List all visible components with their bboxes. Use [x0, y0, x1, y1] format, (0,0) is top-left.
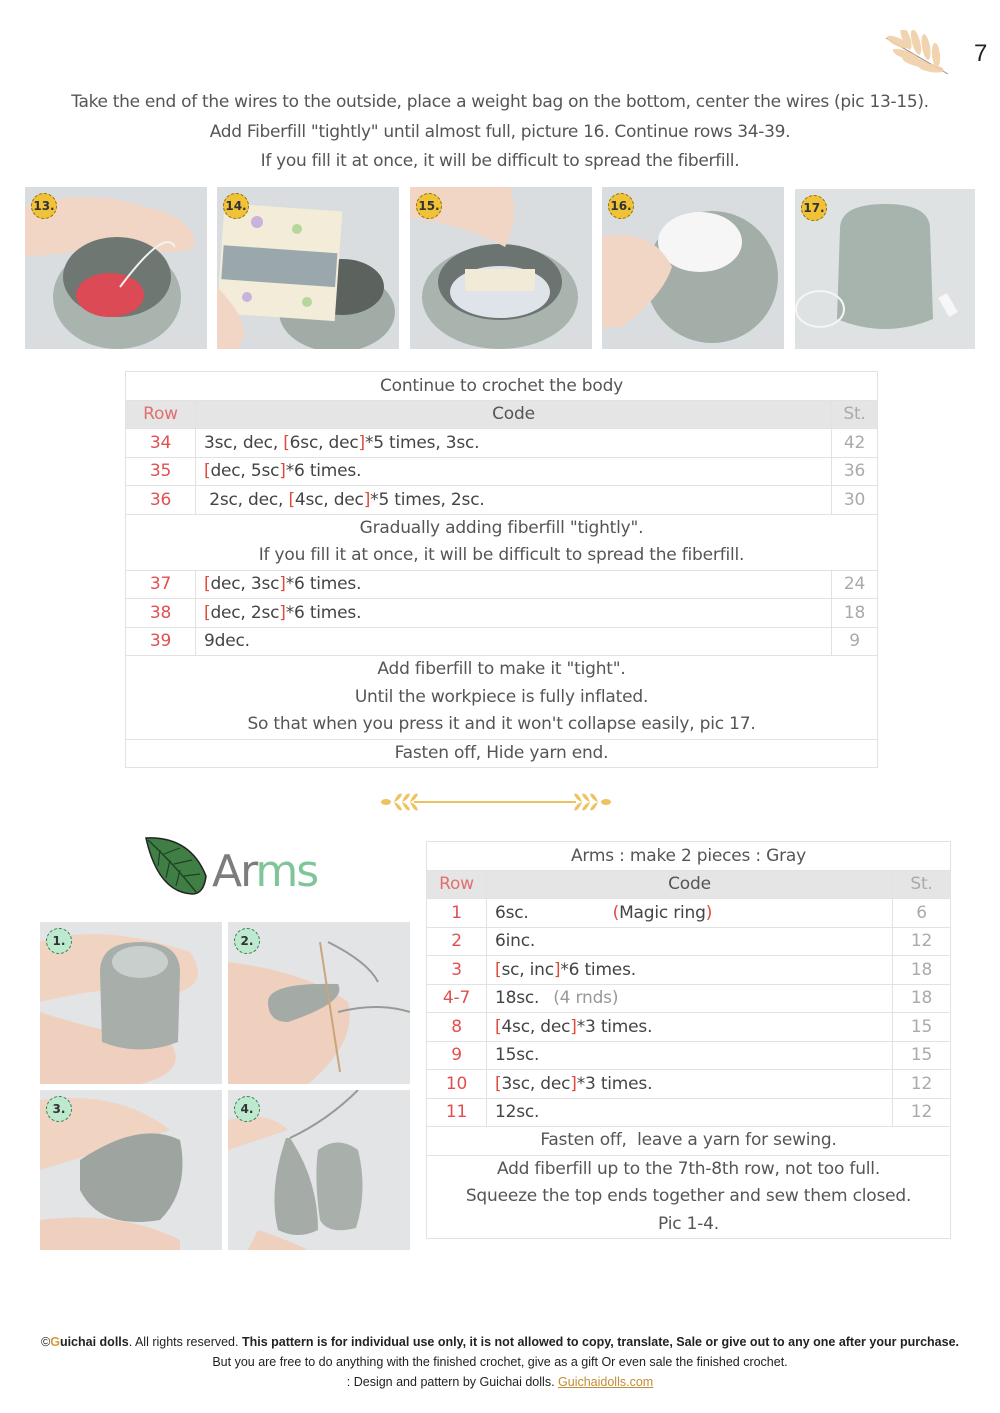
note-line: Add fiberfill to make it "tight".	[377, 659, 626, 679]
table-title-row	[126, 372, 878, 401]
section-title-arms	[212, 846, 317, 897]
rounds-note: (4 rnds)	[553, 988, 619, 1009]
bracket: [	[283, 432, 290, 453]
note-line: If you fill it at once, it will be difficult to spread the fiberfill.	[258, 545, 745, 565]
arms-pattern-table	[426, 841, 951, 1239]
row-number: 2	[427, 927, 487, 956]
bracket: ]	[358, 432, 365, 453]
row-number: 10	[427, 1070, 487, 1099]
bracket: ]	[279, 574, 286, 595]
photo-badge: 16.	[608, 193, 634, 219]
row-code	[487, 956, 893, 985]
title-part: ms	[255, 846, 318, 897]
row-code	[487, 984, 893, 1013]
stitch-count: 18	[893, 984, 951, 1013]
note-line: Squeeze the top ends together and sew them closed.	[465, 1186, 912, 1206]
row-number: 8	[427, 1013, 487, 1042]
body-pattern-table	[125, 371, 878, 768]
page-number: 7	[974, 40, 988, 67]
row-code	[196, 599, 832, 628]
bracket: [	[288, 489, 295, 510]
stitch-count: 18	[893, 956, 951, 985]
table-title: Continue to crochet the body	[126, 372, 878, 401]
row-code	[487, 1013, 893, 1042]
note-line: Until the workpiece is fully inflated.	[354, 686, 649, 707]
photo-badge: 1.	[46, 928, 72, 954]
code-text: sc, inc	[501, 959, 554, 980]
row-number: 9	[427, 1041, 487, 1070]
footer-copyright-line	[0, 1332, 1000, 1352]
code-text: dec, 2sc	[210, 602, 280, 623]
title-part: Ar	[212, 846, 256, 897]
fern-leaf-icon	[876, 30, 956, 78]
bracket: [	[495, 959, 502, 980]
stitch-count: 30	[832, 486, 878, 515]
arm-photo-4	[228, 1090, 410, 1250]
table-note-row	[126, 656, 878, 740]
code-text: 6sc, dec	[289, 432, 359, 453]
stitch-count: 24	[832, 570, 878, 599]
stitch-count: 9	[832, 627, 878, 656]
arm-photo-1	[40, 922, 222, 1084]
rights-text: . All rights reserved.	[128, 1335, 242, 1349]
photo-15	[410, 187, 592, 349]
row-code	[196, 429, 832, 458]
row-number: 1	[427, 899, 487, 928]
table-row	[427, 1041, 951, 1070]
intro-line: Add Fiberfill "tightly" until almost full, picture 16. Continue rows 34-39.	[209, 121, 791, 142]
table-row	[126, 570, 878, 599]
code-text: *6 times.	[285, 461, 362, 482]
row-number: 3	[427, 956, 487, 985]
table-note: Fasten off, Hide yarn end.	[126, 739, 878, 768]
table-row	[126, 627, 878, 656]
table-note-row	[427, 1155, 951, 1239]
row-code	[196, 486, 832, 515]
code-text: 6sc.	[495, 902, 529, 923]
stitch-count: 36	[832, 457, 878, 486]
row-code	[487, 899, 893, 928]
row-code	[196, 457, 832, 486]
bracket: ]	[279, 461, 286, 482]
photo-13	[25, 187, 207, 349]
stitch-count: 18	[832, 599, 878, 628]
code-text: 4sc, dec	[294, 489, 364, 510]
code-text: *6 times.	[560, 959, 636, 980]
code-text: Magic ring	[619, 902, 706, 923]
table-row	[126, 599, 878, 628]
code-text: 18sc.	[495, 988, 540, 1009]
row-number: 4-7	[427, 984, 487, 1013]
table-note-row	[126, 739, 878, 768]
website-link[interactable]: Guichaidolls.com	[558, 1375, 654, 1389]
photo-badge: 14.	[223, 193, 249, 219]
photo-badge: 17.	[801, 195, 827, 221]
photo-17	[795, 189, 975, 349]
bracket: ]	[570, 1073, 577, 1094]
arm-photo-2	[228, 922, 410, 1084]
green-leaf-icon	[140, 832, 212, 898]
photo-16	[602, 187, 784, 349]
code-text: *6 times.	[285, 602, 362, 623]
table-title: Arms : make 2 pieces : Gray	[427, 842, 951, 871]
stitch-count: 15	[893, 1041, 951, 1070]
bracket: (	[612, 902, 620, 923]
code-text: *6 times.	[285, 574, 362, 595]
row-number: 35	[126, 457, 196, 486]
bracket: [	[495, 1016, 502, 1037]
table-row	[427, 984, 951, 1013]
stitch-count: 42	[832, 429, 878, 458]
header-code: Code	[487, 870, 893, 899]
brand-name: uichai dolls	[59, 1335, 129, 1349]
code-text: 3sc, dec,	[204, 432, 284, 453]
intro-text	[0, 88, 1000, 177]
code-text: 3sc, dec	[501, 1073, 571, 1094]
row-code	[487, 1070, 893, 1099]
photo-badge: 13.	[31, 193, 57, 219]
code-text: 4sc, dec	[501, 1016, 571, 1037]
stitch-count: 12	[893, 927, 951, 956]
header-row: Row	[427, 870, 487, 899]
photo-badge: 2.	[234, 928, 260, 954]
table-row	[126, 486, 878, 515]
table-row	[126, 429, 878, 458]
photo-badge: 4.	[234, 1096, 260, 1122]
bracket: ]	[553, 959, 561, 980]
row-code: 12sc.	[487, 1098, 893, 1127]
usage-warning: This pattern is for individual use only, it is not allowed to copy, translate, Sale or give out to any one after your purchase.	[241, 1335, 959, 1349]
footer-line-3	[0, 1372, 1000, 1392]
code-text: dec, 5sc	[210, 461, 280, 482]
row-code: 6inc.	[487, 927, 893, 956]
photo-badge: 15.	[416, 193, 442, 219]
bracket: ]	[570, 1016, 577, 1037]
header-code: Code	[196, 400, 832, 429]
table-row	[427, 956, 951, 985]
row-code	[196, 570, 832, 599]
stitch-count: 12	[893, 1070, 951, 1099]
bracket: [	[204, 574, 211, 595]
row-number: 36	[126, 486, 196, 515]
note-line: Add fiberfill up to the 7th-8th row, not too full.	[496, 1158, 881, 1179]
table-note	[126, 514, 878, 570]
stitch-count: 12	[893, 1098, 951, 1127]
code-text: dec, 3sc	[210, 574, 280, 595]
row-code: 9dec.	[196, 627, 832, 656]
table-note-row	[126, 514, 878, 570]
table-row	[427, 927, 951, 956]
stitch-count: 6	[893, 899, 951, 928]
copyright-symbol: ©	[41, 1335, 51, 1349]
footer	[0, 1332, 1000, 1392]
table-header-row	[126, 400, 878, 429]
laurel-divider-icon	[380, 788, 612, 816]
row-number: 39	[126, 627, 196, 656]
bracket: [	[495, 1073, 502, 1094]
bracket: [	[204, 461, 211, 482]
brand-initial: G	[50, 1335, 60, 1349]
photo-14	[217, 187, 399, 349]
header-st: St.	[893, 870, 951, 899]
code-text: 2sc, dec,	[204, 489, 289, 510]
table-note: Fasten off, leave a yarn for sewing.	[427, 1127, 951, 1156]
row-number: 34	[126, 429, 196, 458]
stitch-count: 15	[893, 1013, 951, 1042]
table-row	[427, 1013, 951, 1042]
footer-line-2: But you are free to do anything with the finished crochet, give as a gift Or even sale the finished crochet.	[212, 1355, 788, 1369]
table-row	[126, 457, 878, 486]
table-row	[427, 899, 951, 928]
photo-badge: 3.	[46, 1096, 72, 1122]
note-line: Gradually adding fiberfill "tightly".	[359, 517, 644, 538]
table-row	[427, 1070, 951, 1099]
bracket: )	[705, 902, 713, 923]
code-text: *3 times.	[576, 1073, 653, 1094]
row-number: 37	[126, 570, 196, 599]
table-row	[427, 1098, 951, 1127]
row-number: 11	[427, 1098, 487, 1127]
row-number: 38	[126, 599, 196, 628]
designer-credit: : Design and pattern by Guichai dolls.	[346, 1375, 559, 1389]
code-text: *5 times, 3sc.	[364, 432, 480, 453]
intro-line: Take the end of the wires to the outside, place a weight bag on the bottom, center the wires (pic 13-15).	[71, 92, 929, 112]
bracket: [	[204, 602, 211, 623]
row-code: 15sc.	[487, 1041, 893, 1070]
bracket: ]	[363, 489, 371, 510]
code-text: *5 times, 2sc.	[370, 489, 485, 510]
note-line: Pic 1-4.	[658, 1213, 719, 1234]
note-line: So that when you press it and it won't collapse easily, pic 17.	[247, 714, 756, 734]
table-note	[126, 656, 878, 740]
header-st: St.	[832, 400, 878, 429]
code-text: *3 times.	[576, 1016, 653, 1037]
table-header-row	[427, 870, 951, 899]
intro-line: If you fill it at once, it will be difficult to spread the fiberfill.	[260, 151, 740, 171]
arm-photo-3	[40, 1090, 222, 1250]
table-title-row	[427, 842, 951, 871]
bracket: ]	[279, 602, 286, 623]
table-note-row	[427, 1127, 951, 1156]
table-note	[427, 1155, 951, 1239]
header-row: Row	[126, 400, 196, 429]
